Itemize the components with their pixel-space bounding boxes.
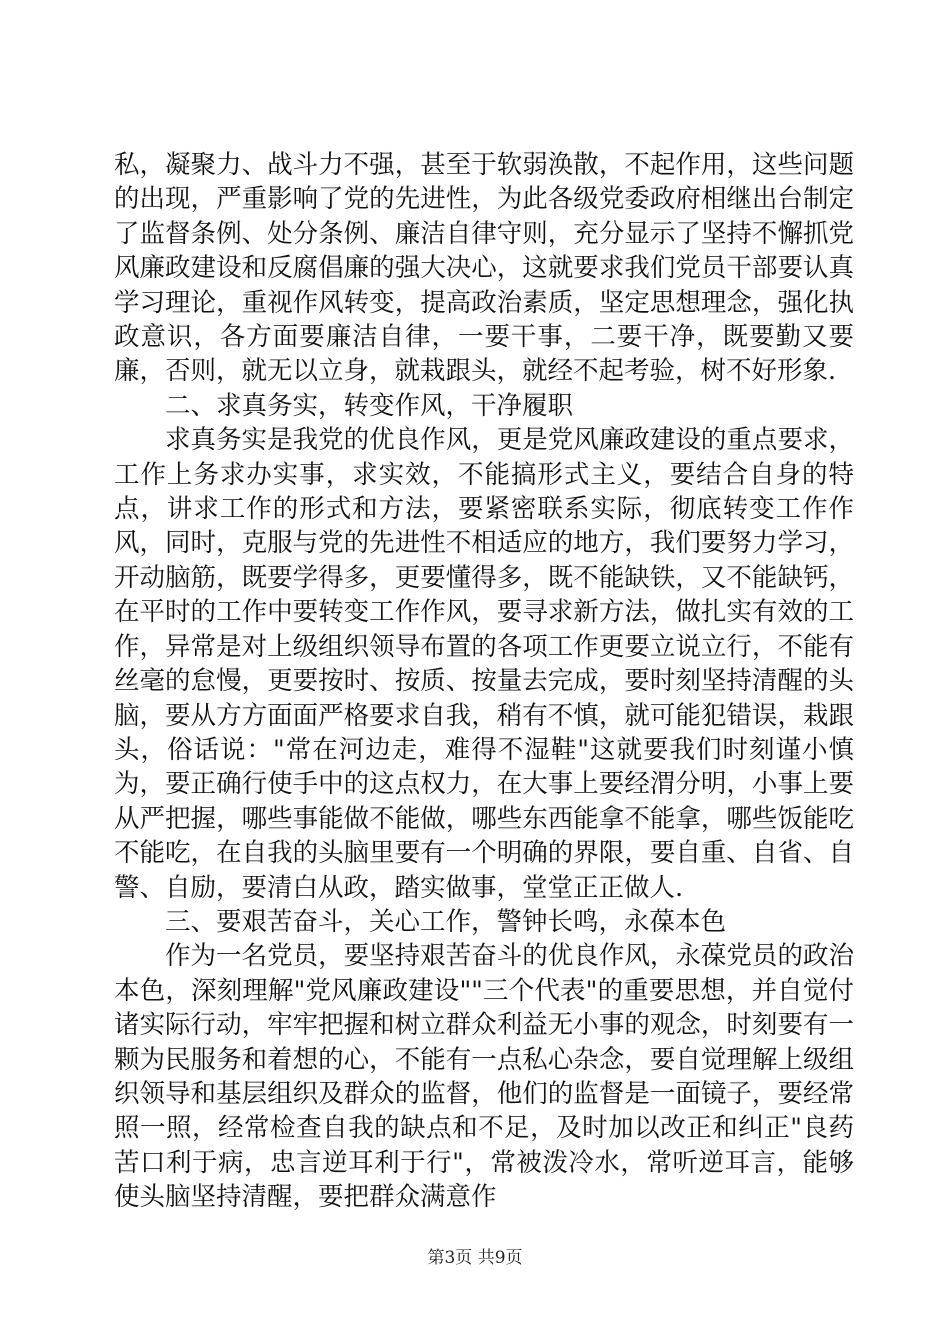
paragraph-section-2: 求真务实是我党的优良作风，更是党风廉政建设的重点要求，工作上务求办实事，求实效，不能搞形式主义，要结合自身的特点，讲求工作的形式和方法，要紧密联系实际，彻底转变工作作风，同时，克服与党的先进性不相适应的地方，我们要努力学习，开动脑筋，既要学得多，更要懂得多，既不能缺铁，又不能缺钙，在平时的工作中要转变工作作风，要寻求新方法，做扎实有效的工作，异常是对上级组织领导布置的各项工作更要立说立行，不能有丝毫的怠慢，更要按时、按质、按量去完成，要时刻坚持清醒的头脑，要从方方面面严格要求自我，稍有不慎，就可能犯错误，栽跟头，俗话说："常在河边走，难得不湿鞋"这就要我们时刻谨小慎为，要正确行使手中的这点权力，在大事上要经渭分明，小事上要从严把握，哪些事能做不能做，哪些东西能拿不能拿，哪些饭能吃不能吃，在自我的头脑里要有一个明确的界限，要自重、自省、自警、自励，要清白从政，踏实做事，堂堂正正做人. — [114, 425, 854, 903]
paragraph-section-3: 作为一名党员，要坚持艰苦奋斗的优良作风，永葆党员的政治本色，深刻理解"党风廉政建设""三个代表"的重要思想，并自觉付诸实际行动，牢牢把握和树立群众利益无小事的观念，时刻要有一颗为民服务和着想的心，不能有一点私心杂念，要自觉理解上级组织领导和基层组织及群众的监督，他们的监督是一面镜子，要经常照一照，经常检查自我的缺点和不足，及时加以改正和纠正"良药苦口利于病，忠言逆耳利于行"，常被泼冷水，常听逆耳言，能够使头脑坚持清醒，要把群众满意作 — [114, 941, 854, 1213]
paragraph-continuation: 私，凝聚力、战斗力不强，甚至于软弱涣散，不起作用，这些问题的出现，严重影响了党的先进性，为此各级党委政府相继出台制定了监督条例、处分条例、廉洁自律守则，充分显示了坚持不懈抓党风廉政建设和反腐倡廉的强大决心，这就要求我们党员干部要认真学习理论，重视作风转变，提高政治素质，坚定思想理念，强化执政意识，各方面要廉洁自律，一要干事，二要干净，既要勤又要廉，否则，就无以立身，就栽跟头，就经不起考验，树不好形象. — [114, 150, 854, 387]
document-body — [114, 148, 854, 1215]
section-heading-3: 三、要艰苦奋斗，关心工作，警钟长鸣，永葆本色 — [165, 906, 727, 937]
section-heading-2: 二、求真务实，转变作风，干净履职 — [165, 390, 574, 421]
page-number-footer: 第3页 共9页 — [427, 1248, 523, 1268]
